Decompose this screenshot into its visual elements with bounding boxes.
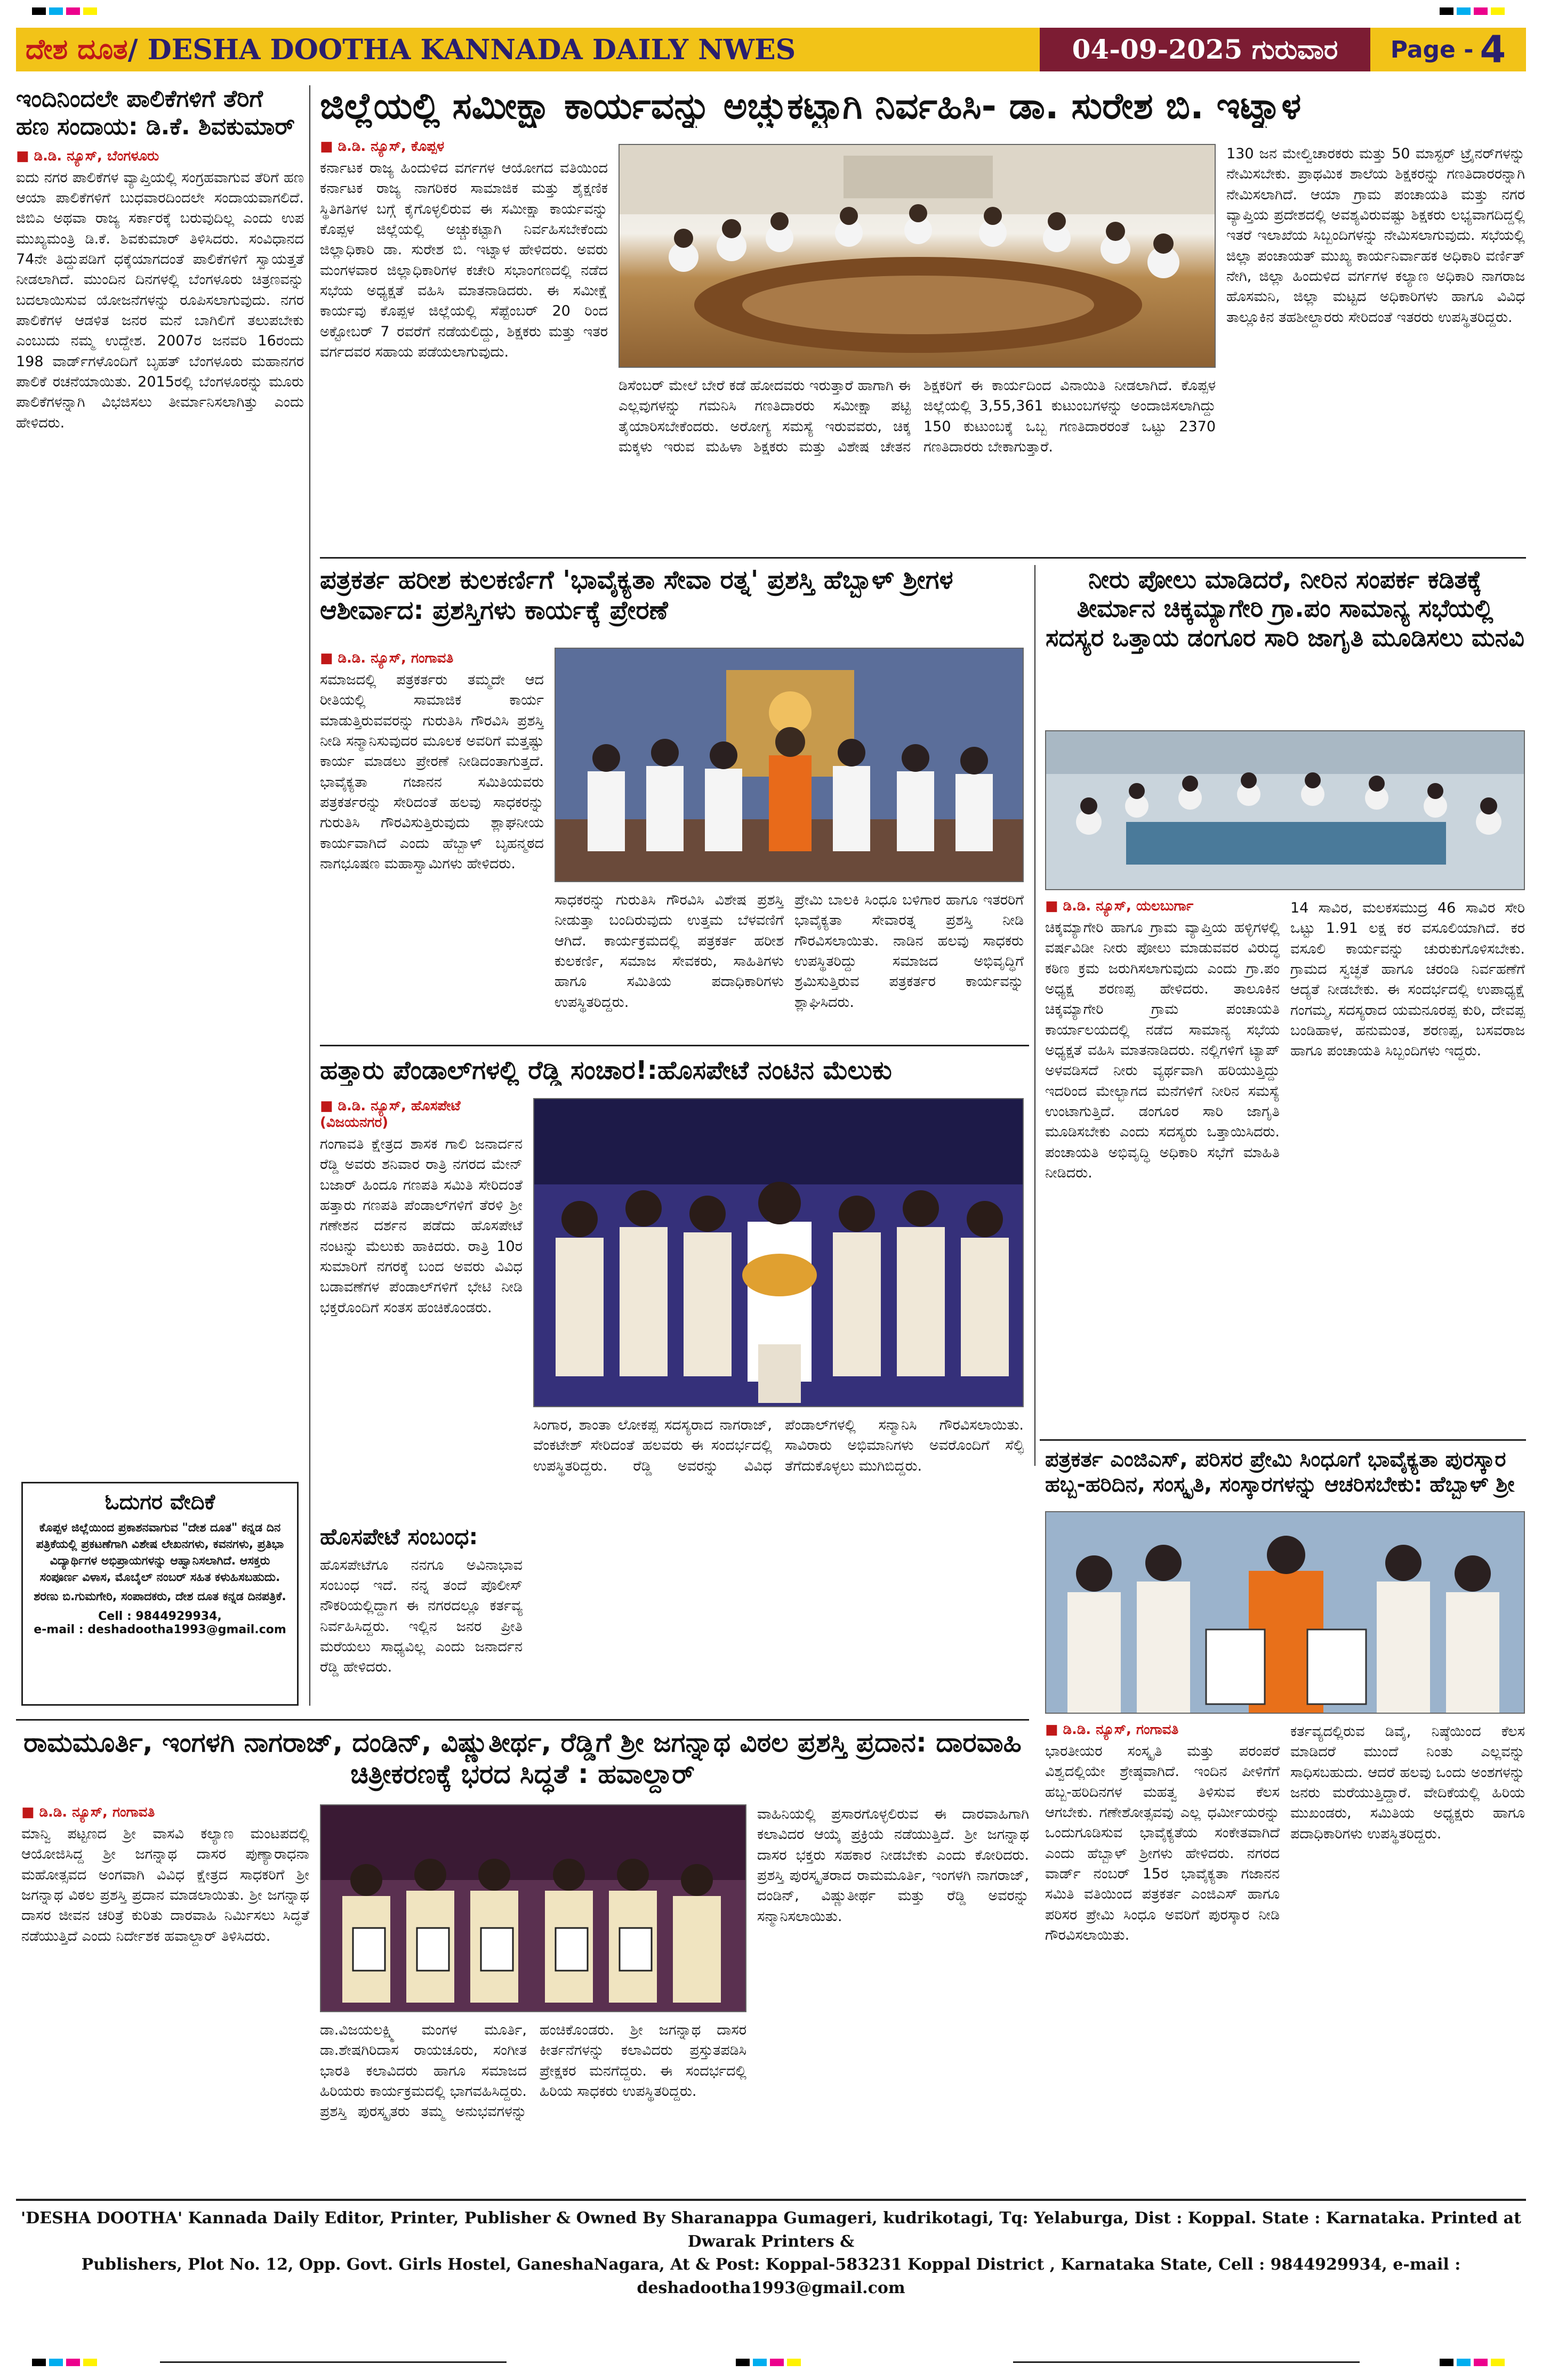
journalist-story-left [320, 650, 544, 986]
rule-above-bottom-story [16, 1719, 1029, 1721]
meeting-photo [619, 144, 1216, 368]
pendal-story-headline: ಹತ್ತಾರು ಪೆಂಡಾಲ್‌ಗಳಲ್ಲಿ ರೆಡ್ಡಿ ಸಂಚಾರ!:ಹೊಸಪೇಟೆ ನಂಟಿನ ಮೆಲುಕು [320, 1055, 892, 1085]
jagannatha-award-photo-illustration [321, 1805, 746, 2012]
imprint-line-2: Publishers, Plot No. 12, Opp. Govt. Girls Hostel, GaneshaNagara, At & Post: Koppal-583231 Koppal District , Karnataka State, Cell : 9844929934, e-mail : deshadootha1993@gmail.com [81, 2255, 1461, 2297]
page-indicator [1370, 28, 1526, 71]
bottom-story-byline: ■ ಡಿ.ಡಿ. ನ್ಯೂಸ್, ಗಂಗಾವತಿ [21, 1804, 155, 1820]
top-story-body-right: 130 ಜನ ಮೇಲ್ವಿಚಾರಕರು ಮತ್ತು 50 ಮಾಸ್ಟರ್ ಟ್ರೈನರ್‌ಗಳನ್ನು ನೇಮಿಸಬೇಕು. ಪ್ರಾಥಮಿಕ ಶಾಲೆಯ ಶಿಕ್ಷಕರನ್ನು ಗಣತಿದಾರರನ್ನಾಗಿ ನೇಮಿಸಲಾಗಿದೆ. ಆಯಾ ಗ್ರಾಮ ಪಂಚಾಯತಿ ಮತ್ತು ನಗರ ವ್ಯಾಪ್ತಿಯ ಪ್ರದೇಶದಲ್ಲಿ ಅವಶ್ಯವಿರುವಷ್ಟು ಶಿಕ್ಷಕರು ಲಭ್ಯವಾಗದಿದ್ದಲ್ಲಿ ಇತರೆ ಇಲಾಖೆಯ ಸಿಬ್ಬಂದಿಗಳನ್ನು ನೇಮಿಸಲಾಗುವುದು. ಸಭೆಯಲ್ಲಿ ಜಿಲ್ಲಾ ಪಂಚಾಯತ್ ಮುಖ್ಯ ಕಾರ್ಯನಿರ್ವಾಹಕ ಅಧಿಕಾರಿ ವರ್ಣಿತ್ ನೇಗಿ, ಜಿಲ್ಲಾ ಹಿಂದುಳಿದ ವರ್ಗಗಳ ಕಲ್ಯಾಣ ಅಧಿಕಾರಿ ನಾಗರಾಜ ಹೊಸಮನಿ, ಜಿಲ್ಲಾ ಮಟ್ಟದ ಅಧಿಕಾರಿಗಳು ಹಾಗೂ ವಿವಿಧ ತಾಲ್ಲೂಕಿನ ತಹಶೀಲ್ದಾರರು ಸೇರಿದಂತೆ ಇತರರು ಉಪಸ್ಥಿತರಿದ್ದರು. [1226, 146, 1525, 326]
print-marks-bottom-left [32, 2359, 97, 2366]
water-story-headline: ನೀರು ಪೋಲು ಮಾಡಿದರೆ, ನೀರಿನ ಸಂಪರ್ಕ ಕಡಿತಕ್ಕೆ ತೀರ್ಮಾನ ಚಿಕ್ಕಮ್ಯಾಗೇರಿ ಗ್ರಾ.ಪಂ ಸಾಮಾನ್ಯ ಸಭೆಯಲ್ಲಿ ಸದಸ್ಯರ ಒತ್ತಾಯ ಡಂಗೂರ ಸಾರಿ ಜಾಗೃತಿ ಮೂಡಿಸಲು ಮನವಿ [1046, 565, 1524, 652]
water-story-left [1045, 898, 1280, 1431]
bottom-story-body-left: ಮಾನ್ವಿ ಪಟ್ಟಣದ ಶ್ರೀ ವಾಸವಿ ಕಲ್ಯಾಣ ಮಂಟಪದಲ್ಲಿ ಆಯೋಜಿಸಿದ್ದ ಶ್ರೀ ಜಗನ್ನಾಥ ದಾಸರ ಪುಣ್ಯಾರಾಧನಾ ಮಹೋತ್ಸವದ ಅಂಗವಾಗಿ ವಿವಿಧ ಕ್ಷೇತ್ರದ ಸಾಧಕರಿಗೆ ಶ್ರೀ ಜಗನ್ನಾಥ ವಿಠಲ ಪ್ರಶಸ್ತಿ ಪ್ರದಾನ ಮಾಡಲಾಯಿತು. ಶ್ರೀ ಜಗನ್ನಾಥ ದಾಸರ ಜೀವನ ಚರಿತ್ರೆ ಕುರಿತು ದಾರವಾಹಿ ನಿರ್ಮಿಸಲು ಸಿದ್ಧತೆ ನಡೆಯುತ್ತಿದೆ ಎಂದು ನಿರ್ದೇಶಕ ಹವಾಲ್ದಾರ್ ತಿಳಿಸಿದರು. [21, 1826, 309, 1945]
bottom-story-body-right: ವಾಹಿನಿಯಲ್ಲಿ ಪ್ರಸಾರಗೊಳ್ಳಲಿರುವ ಈ ದಾರವಾಹಿಗಾಗಿ ಕಲಾವಿದರ ಆಯ್ಕೆ ಪ್ರಕ್ರಿಯೆ ನಡೆಯುತ್ತಿದೆ. ಶ್ರೀ ಜಗನ್ನಾಥ ದಾಸರ ಭಕ್ತರು ಸಹಕಾರ ನೀಡಬೇಕು ಎಂದು ಕೋರಿದರು. ಪ್ರಶಸ್ತಿ ಪುರಸ್ಕೃತರಾದ ರಾಮಮೂರ್ತಿ, ಇಂಗಳಗಿ ನಾಗರಾಜ್, ದಂಡಿನ್, ವಿಷ್ಣುತೀರ್ಥ ಮತ್ತು ರೆಡ್ಡಿ ಅವರನ್ನು ಸನ್ಮಾನಿಸಲಾಯಿತು. [757, 1806, 1029, 1925]
pendal-photo-illustration [534, 1099, 1024, 1407]
water-story-byline: ■ ಡಿ.ಡಿ. ನ್ಯೂಸ್, ಯಲಬುರ್ಗಾ [1045, 898, 1194, 914]
award-story-left [1045, 1722, 1280, 2191]
left-story-byline: ■ ಡಿ.ಡಿ. ನ್ಯೂಸ್, ಬೆಂಗಳೂರು [16, 148, 159, 164]
print-line-bottom-2 [1013, 2361, 1360, 2363]
column-rule [1034, 565, 1035, 1466]
rule-under-water-story [1040, 1439, 1526, 1441]
masthead-title [16, 28, 1040, 71]
journalist-story-body-below: ಸಾಧಕರನ್ನು ಗುರುತಿಸಿ ಗೌರವಿಸಿ ವಿಶೇಷ ಪ್ರಶಸ್ತಿ ನೀಡುತ್ತಾ ಬಂದಿರುವುದು ಉತ್ತಮ ಬೆಳವಣಿಗೆ ಆಗಿದೆ. ಕಾರ್ಯಕ್ರಮದಲ್ಲಿ ಪತ್ರಕರ್ತ ಹರೀಶ ಕುಲಕರ್ಣಿ, ಸಮಾಜ ಸೇವಕರು, ಸಾಹಿತಿಗಳು ಹಾಗೂ ಸಮಿತಿಯ ಪದಾಧಿಕಾರಿಗಳು ಉಪಸ್ಥಿತರಿದ್ದರು. [555, 892, 784, 1011]
pendal-story-body-right: ಸಿಂಗಾರ, ಶಾಂತಾ ಲೋಕಪ್ಪ ಸದಸ್ಯರಾದ ನಾಗರಾಜ್, ವೆಂಕಟೇಶ್ ಸೇರಿದಂತೆ ಹಲವರು ಈ ಸಂದರ್ಭದಲ್ಲಿ ಉಪಸ್ಥಿತರಿದ್ದರು. ರೆಡ್ಡಿ ಅವರನ್ನು ವಿವಿಧ ಪೆಂಡಾಲ್‌ಗಳಲ್ಲಿ ಸನ್ಮಾನಿಸಿ ಗೌರವಿಸಲಾಯಿತು. ಸಾವಿರಾರು ಅಭಿಮಾನಿಗಳು ಅವರೊಂದಿಗೆ ಸೆಲ್ಫಿ ತೆಗೆದುಕೊಳ್ಳಲು ಮುಗಿಬಿದ್ದರು. [533, 1417, 1024, 1474]
journalist-story-body-below-2: ಪ್ರೇಮಿ ಬಾಲಕಿ ಸಿಂಧೂ ಬಳಿಗಾರ ಹಾಗೂ ಇತರರಿಗೆ ಭಾವೈಕ್ಯತಾ ಸೇವಾರತ್ನ ಪ್ರಶಸ್ತಿ ನೀಡಿ ಗೌರವಿಸಲಾಯಿತು. ನಾಡಿನ ಹಲವು ಸಾಧಕರು ಉಪಸ್ಥಿತರಿದ್ದು ಸಮಾಜದ ಅಭಿವೃದ್ಧಿಗೆ ಶ್ರಮಿಸುತ್ತಿರುವ ಪತ್ರಕರ್ತರ ಕಾರ್ಯವನ್ನು ಶ್ಲಾಘಿಸಿದರು. [794, 892, 1024, 1011]
pendal-photo [533, 1098, 1024, 1407]
left-story-body: ಐದು ನಗರ ಪಾಲಿಕೆಗಳ ವ್ಯಾಪ್ತಿಯಲ್ಲಿ ಸಂಗ್ರಹವಾಗುವ ತೆರಿಗೆ ಹಣ ಆಯಾ ಪಾಲಿಕೆಗಳಿಗೆ ಬುಧವಾರದಿಂದಲೇ ಸಂದಾಯವಾಗಲಿದೆ. ಜಿಬಿಎ ಅಥವಾ ರಾಜ್ಯ ಸರ್ಕಾರಕ್ಕೆ ಬರುವುದಿಲ್ಲ ಎಂದು ಉಪ ಮುಖ್ಯಮಂತ್ರಿ ಡಿ.ಕೆ. ಶಿವಕುಮಾರ್ ತಿಳಿಸಿದರು. ಸಂವಿಧಾನದ 74ನೇ ತಿದ್ದುಪಡಿಗೆ ಧಕ್ಕೆಯಾಗದಂತೆ ಪಾಲಿಕೆಗಳಿಗೆ ಸ್ವಾಯತ್ತತೆ ನೀಡಲಾಗಿದೆ. ಮುಂದಿನ ದಿನಗಳಲ್ಲಿ ಬೆಂಗಳೂರು ಚಿತ್ರಣವನ್ನು ಬದಲಾಯಿಸುವ ಯೋಜನೆಗಳನ್ನು ರೂಪಿಸಲಾಗುವುದು. ನಗರ ಪಾಲಿಕೆಗಳ ಆಡಳಿತ ಜನರ ಮನೆ ಬಾಗಿಲಿಗೆ ತಲುಪಬೇಕು ಎಂಬುದು ನಮ್ಮ ಉದ್ದೇಶ. 2007ರ ಜನವರಿ 16ರಂದು 198 ವಾರ್ಡ್‌ಗಳೊಂದಿಗೆ ಬೃಹತ್ ಬೆಂಗಳೂರು ಮಹಾನಗರ ಪಾಲಿಕೆ ರಚನೆಯಾಯಿತು. 2015ರಲ್ಲಿ ಬೆಂಗಳೂರನ್ನು ಮೂರು ಪಾಲಿಕೆಗಳನ್ನಾಗಿ ವಿಭಜಿಸಲು ತೀರ್ಮಾನಿಸಲಾಗಿತ್ತು ಎಂದು ಹೇಳಿದರು. [16, 169, 304, 431]
rule-under-top-story [320, 557, 1526, 559]
page-number: 4 [1480, 28, 1506, 71]
water-story-body-left: ಚಿಕ್ಕಮ್ಯಾಗೇರಿ ಹಾಗೂ ಗ್ರಾಮ ವ್ಯಾಪ್ತಿಯ ಹಳ್ಳಿಗಳಲ್ಲಿ ವರ್ಷವಿಡೀ ನೀರು ಪೋಲು ಮಾಡುವವರ ವಿರುದ್ಧ ಕಠಿಣ ಕ್ರಮ ಜರುಗಿಸಲಾಗುವುದು ಎಂದು ಗ್ರಾ.ಪಂ ಅಧ್ಯಕ್ಷ ಶರಣಪ್ಪ ಹೇಳಿದರು. ತಾಲೂಕಿನ ಚಿಕ್ಕಮ್ಯಾಗೇರಿ ಗ್ರಾಮ ಪಂಚಾಯತಿ ಕಾರ್ಯಾಲಯದಲ್ಲಿ ನಡೆದ ಸಾಮಾನ್ಯ ಸಭೆಯ ಅಧ್ಯಕ್ಷತೆ ವಹಿಸಿ ಮಾತನಾಡಿದರು. ನಲ್ಲಿಗಳಿಗೆ ಟ್ಯಾಪ್ ಅಳವಡಿಸದೆ ನೀರು ವ್ಯರ್ಥವಾಗಿ ಹರಿಯುತ್ತಿದ್ದು ಇದರಿಂದ ಮೇಲ್ಭಾಗದ ಮನೆಗಳಿಗೆ ನೀರಿನ ಸಮಸ್ಯೆ ಉಂಟಾಗುತ್ತಿದೆ. ಡಂಗೂರ ಸಾರಿ ಜಾಗೃತಿ ಮೂಡಿಸಬೇಕು ಎಂದು ಸದಸ್ಯರು ಒತ್ತಾಯಿಸಿದರು. ಪಂಚಾಯತಿ ಅಭಿವೃದ್ಧಿ ಅಧಿಕಾರಿ ಸಭೆಗೆ ಮಾಹಿತಿ ನೀಡಿದರು. [1045, 919, 1280, 1181]
water-meeting-photo [1045, 730, 1525, 890]
print-marks-bottom-right [1440, 2359, 1505, 2366]
jagannatha-award-photo [320, 1804, 746, 2012]
pendal-story-sub-body: ಹೊಸಪೇಟೆಗೂ ನನಗೂ ಅವಿನಾಭಾವ ಸಂಬಂಧ ಇದೆ. ನನ್ನ ತಂದೆ ಪೊಲೀಸ್ ನೌಕರಿಯಲ್ಲಿದ್ದಾಗ ಈ ನಗರದಲ್ಲೂ ಕರ್ತವ್ಯ ನಿರ್ವಹಿಸಿದ್ದರು. ಇಲ್ಲಿನ ಜನರ ಪ್ರೀತಿ ಮರೆಯಲು ಸಾಧ್ಯವಿಲ್ಲ ಎಂದು ಜನಾರ್ದನ ರೆಡ್ಡಿ ಹೇಳಿದರು. [320, 1556, 523, 1676]
meeting-photo-illustration [620, 145, 1216, 368]
column-rule [309, 85, 310, 1706]
readers-forum-title: ಓದುಗರ ವೇದಿಕೆ [105, 1490, 215, 1514]
top-story-body-left: ಕರ್ನಾಟಕ ರಾಜ್ಯ ಹಿಂದುಳಿದ ವರ್ಗಗಳ ಆಯೋಗದ ವತಿಯಿಂದ ಕರ್ನಾಟಕ ರಾಜ್ಯ ನಾಗರಿಕರ ಸಾಮಾಜಿಕ ಮತ್ತು ಶೈಕ್ಷಣಿಕ ಸ್ಥಿತಿಗತಿಗಳ ಬಗ್ಗೆ ಕೈಗೊಳ್ಳಲಿರುವ ಈ ಸಮೀಕ್ಷಾ ಕಾರ್ಯವನ್ನು ಕೊಪ್ಪಳ ಜಿಲ್ಲೆಯಲ್ಲಿ ಅಚ್ಚುಕಟ್ಟಾಗಿ ನಿರ್ವಹಿಸಬೇಕೆಂದು ಜಿಲ್ಲಾಧಿಕಾರಿ ಡಾ. ಸುರೇಶ ಬಿ. ಇಟ್ನಾಳ ಹೇಳಿದರು. ಅವರು ಮಂಗಳವಾರ ಜಿಲ್ಲಾಧಿಕಾರಿಗಳ ಕಚೇರಿ ಸಭಾಂಗಣದಲ್ಲಿ ನಡೆದ ಸಭೆಯ ಅಧ್ಯಕ್ಷತೆ ವಹಿಸಿ ಮಾತನಾಡಿದರು. ಈ ಸಮೀಕ್ಷೆ ಕಾರ್ಯವು ಕೊಪ್ಪಳ ಜಿಲ್ಲೆಯಲ್ಲಿ ಸೆಪ್ಟೆಂಬರ್ 20 ರಿಂದ ಅಕ್ಟೋಬರ್ 7 ರವರೆಗೆ ನಡೆಯಲಿದ್ದು, ಶಿಕ್ಷಕರು ಮತ್ತು ಇತರ ವರ್ಗದವರ ಸಹಾಯ ಪಡೆಯಲಾಗುವುದು. [320, 160, 608, 360]
masthead-kannada-name: ದೇಶ ದೂತ [26, 33, 128, 66]
pendal-story-body-left: ಗಂಗಾವತಿ ಕ್ಷೇತ್ರದ ಶಾಸಕ ಗಾಲಿ ಜನಾರ್ದನ ರೆಡ್ಡಿ ಅವರು ಶನಿವಾರ ರಾತ್ರಿ ನಗರದ ಮೇನ್ ಬಜಾರ್ ಹಿಂದೂ ಗಣಪತಿ ಸಮಿತಿ ಸೇರಿದಂತೆ ಹತ್ತಾರು ಗಣಪತಿ ಪೆಂಡಾಲ್‌ಗಳಿಗೆ ತೆರಳಿ ಶ್ರೀ ಗಣೇಶನ ದರ್ಶನ ಪಡೆದು ಹೊಸಪೇಟೆ ನಂಟನ್ನು ಮೆಲುಕು ಹಾಕಿದರು. ರಾತ್ರಿ 10ರ ಸುಮಾರಿಗೆ ನಗರಕ್ಕೆ ಬಂದ ಅವರು ವಿವಿಧ ಬಡಾವಣೆಗಳ ಪೆಂಡಾಲ್‌ಗಳಿಗೆ ಭೇಟಿ ನೀಡಿ ಭಕ್ತರೊಂದಿಗೆ ಸಂತಸ ಹಂಚಿಕೊಂಡರು. [320, 1136, 523, 1316]
rule-under-journalist-story [320, 1045, 1029, 1046]
readers-forum-cell: Cell : 9844929934, [98, 1610, 222, 1624]
award-ceremony-photo-illustration [1046, 1512, 1525, 1714]
award-ceremony-photo [1045, 1511, 1525, 1714]
masthead-date: 04-09-2025 ಗುರುವಾರ [1040, 28, 1370, 71]
top-story-byline: ■ ಡಿ.ಡಿ. ನ್ಯೂಸ್, ಕೊಪ್ಪಳ [320, 139, 445, 155]
footer-rule [16, 2199, 1526, 2201]
print-marks-top [32, 7, 97, 15]
print-line-bottom [160, 2361, 507, 2363]
journalist-story-headline: ಪತ್ರಕರ್ತ ಹರೀಶ ಕುಲಕರ್ಣಿಗೆ 'ಭಾವೈಕ್ಯತಾ ಸೇವಾ ರತ್ನ' ಪ್ರಶಸ್ತಿ ಹೆಬ್ಬಾಳ್ ಶ್ರೀಗಳ ಆಶೀರ್ವಾದ: ಪ್ರಶಸ್ತಿಗಳು ಕಾರ್ಯಕ್ಕೆ ಪ್ರೇರಣೆ [320, 565, 953, 625]
left-story [16, 85, 304, 1450]
top-story-left-column [320, 139, 608, 554]
pendal-story-subheadline: ಹೊಸಪೇಟೆ ಸಂಬಂಧ: [320, 1523, 478, 1550]
print-marks-bottom-center [736, 2359, 801, 2366]
imprint-footer [16, 2207, 1526, 2300]
print-marks-top-right [1440, 7, 1505, 15]
page-label: Page - [1390, 36, 1474, 63]
bottom-story-left [21, 1804, 309, 2188]
water-story-body-right: 14 ಸಾವಿರ, ಮಲಕಸಮುದ್ರ 46 ಸಾವಿರ ಸೇರಿ ಒಟ್ಟು 1.91 ಲಕ್ಷ ಕರ ವಸೂಲಿಯಾಗಿದೆ. ಕರ ವಸೂಲಿ ಕಾರ್ಯವನ್ನು ಚುರುಕುಗೊಳಿಸಬೇಕು. ಗ್ರಾಮದ ಸ್ವಚ್ಛತೆ ಹಾಗೂ ಚರಂಡಿ ನಿರ್ವಹಣೆಗೆ ಆದ್ಯತೆ ನೀಡಬೇಕು. ಈ ಸಂದರ್ಭದಲ್ಲಿ ಉಪಾಧ್ಯಕ್ಷೆ ಗಂಗಮ್ಮ, ಸದಸ್ಯರಾದ ಯಮನೂರಪ್ಪ ಕುರಿ, ದೇವಪ್ಪ ಬಂಡಿಹಾಳ, ಹನುಮಂತ, ಶರಣಪ್ಪ, ಬಸವರಾಜ ಹಾಗೂ ಪಂಚಾಯತಿ ಸಿಬ್ಬಂದಿಗಳು ಇದ್ದರು. [1290, 900, 1525, 1060]
journalist-award-photo-illustration [556, 649, 1024, 882]
imprint-line-1: 'DESHA DOOTHA' Kannada Daily Editor, Printer, Publisher & Owned By Sharanappa Gumageri, kudrikotagi, Tq: Yelaburga, Dist : Koppal. State : Karnataka. Printed at Dwarak Printers & [21, 2209, 1521, 2251]
award-story-byline: ■ ಡಿ.ಡಿ. ನ್ಯೂಸ್, ಗಂಗಾವತಿ [1045, 1722, 1179, 1738]
pendal-story-byline: ■ ಡಿ.ಡಿ. ನ್ಯೂಸ್, ಹೊಸಪೇಟೆ (ವಿಜಯನಗರ) [320, 1098, 461, 1131]
water-meeting-photo-illustration [1046, 731, 1525, 890]
readers-forum-text: ಕೊಪ್ಪಳ ಜಿಲ್ಲೆಯಿಂದ ಪ್ರಕಾಶನವಾಗುವ "ದೇಶ ದೂತ" ಕನ್ನಡ ದಿನ ಪತ್ರಿಕೆಯಲ್ಲಿ ಪ್ರಕಟಣೆಗಾಗಿ ವಿಶೇಷ ಲೇಖನಗಳು, ಕವನಗಳು, ಪ್ರತಿಭಾ ವಿದ್ಯಾರ್ಥಿಗಳ ಅಭಿಪ್ರಾಯಗಳನ್ನು ಆಹ್ವಾನಿಸಲಾಗಿದೆ. ಆಸಕ್ತರು ಸಂಪೂರ್ಣ ವಿಳಾಸ, ಮೊಬೈಲ್ ನಂಬರ್ ಸಹಿತ ಕಳುಹಿಸಬಹುದು. [36, 1521, 284, 1584]
readers-forum-email: e-mail : deshadootha1993@gmail.com [34, 1623, 286, 1637]
award-story-body-right: ಕರ್ತವ್ಯದಲ್ಲಿರುವ ಡಿವೈ, ನಿಷ್ಠೆಯಿಂದ ಕೆಲಸ ಮಾಡಿದರೆ ಮುಂದೆ ನಿಂತು ಎಲ್ಲವನ್ನು ಸಾಧಿಸಬಹುದು. ಆದರೆ ಹಲವು ಒಂದು ಅಂಶಗಳನ್ನು ಜನರು ಮರೆಯುತ್ತಿದ್ದಾರೆ. ವೇದಿಕೆಯಲ್ಲಿ ಹಿರಿಯ ಮುಖಂಡರು, ಸಮಿತಿಯ ಅಧ್ಯಕ್ಷರು ಹಾಗೂ ಪದಾಧಿಕಾರಿಗಳು ಉಪಸ್ಥಿತರಿದ್ದರು. [1290, 1723, 1525, 1842]
left-story-headline: ಇಂದಿನಿಂದಲೇ ಪಾಲಿಕೆಗಳಿಗೆ ತೆರಿಗೆ ಹಣ ಸಂದಾಯ: ಡಿ.ಕೆ. ಶಿವಕುಮಾರ್ [16, 85, 295, 140]
journalist-story-body-left: ಸಮಾಜದಲ್ಲಿ ಪತ್ರಕರ್ತರು ತಮ್ಮದೇ ಆದ ರೀತಿಯಲ್ಲಿ ಸಾಮಾಜಿಕ ಕಾರ್ಯ ಮಾಡುತ್ತಿರುವವರನ್ನು ಗುರುತಿಸಿ ಗೌರವಿಸಿ ಪ್ರಶಸ್ತಿ ನೀಡಿ ಸನ್ಮಾನಿಸುವುದರ ಮೂಲಕ ಅವರಿಗೆ ಮತ್ತಷ್ಟು ಕಾರ್ಯ ಮಾಡಲು ಪ್ರೇರಣೆ ನೀಡಿದಂತಾಗುತ್ತದೆ. ಭಾವೈಕ್ಯತಾ ಗಜಾನನ ಸಮಿತಿಯವರು ಪತ್ರಕರ್ತರನ್ನು ಸೇರಿದಂತೆ ಹಲವು ಸಾಧಕರನ್ನು ಗುರುತಿಸಿ ಗೌರವಿಸುತ್ತಿರುವುದು ಶ್ಲಾಘನೀಯ ಕಾರ್ಯವಾಗಿದೆ ಎಂದು ಹೆಬ್ಬಾಳ್ ಬೃಹನ್ಮಠದ ನಾಗಭೂಷಣ ಮಹಾಸ್ವಾಮಿಗಳು ಹೇಳಿದರು. [320, 672, 544, 872]
masthead [16, 28, 1526, 71]
top-story-body-below-photo: ಡಿಸೆಂಬರ್ ಮೇಲೆ ಬೇರೆ ಕಡೆ ಹೋದವರು ಇರುತ್ತಾರೆ ಹಾಗಾಗಿ ಈ ಎಲ್ಲವುಗಳನ್ನು ಗಮನಿಸಿ ಗಣತಿದಾರರು ಸಮೀಕ್ಷಾ ಪಟ್ಟಿ ತೈಯಾರಿಸಬೇಕೆಂದರು. ಅರೋಗ್ಯ ಸಮಸ್ಯೆ ಇರುವವರು, ಚಿಕ್ಕ ಮಕ್ಕಳು ಇರುವ ಮಹಿಳಾ ಶಿಕ್ಷಕರು ಮತ್ತು ವಿಶೇಷ ಚೇತನ ಶಿಕ್ಷಕರಿಗೆ ಈ ಕಾರ್ಯದಿಂದ ವಿನಾಯಿತಿ ನೀಡಲಾಗಿದೆ. ಕೊಪ್ಪಳ ಜಿಲ್ಲೆಯಲ್ಲಿ 3,55,361 ಕುಟುಂಬಗಳನ್ನು ಅಂದಾಜಿಸಲಾಗಿದ್ದು 150 ಕುಟುಂಬಕ್ಕೆ ಒಬ್ಬ ಗಣತಿದಾರರಂತೆ ಒಟ್ಟು 2370 ಗಣತಿದಾರರು ಬೇಕಾಗುತ್ತಾರೆ. [619, 377, 1216, 455]
award-story-body: ಭಾರತೀಯರ ಸಂಸ್ಕೃತಿ ಮತ್ತು ಪರಂಪರೆ ವಿಶ್ವದಲ್ಲಿಯೇ ಶ್ರೇಷ್ಠವಾಗಿದೆ. ಇಂದಿನ ಪೀಳಿಗೆಗೆ ಹಬ್ಬ-ಹರಿದಿನಗಳ ಮಹತ್ವ ತಿಳಿಸುವ ಕೆಲಸ ಆಗಬೇಕು. ಗಣೇಶೋತ್ಸವವು ಎಲ್ಲ ಧರ್ಮೀಯರನ್ನು ಒಂದುಗೂಡಿಸುವ ಭಾವೈಕ್ಯತೆಯ ಸಂಕೇತವಾಗಿದೆ ಎಂದು ಹೆಬ್ಬಾಳ್ ಶ್ರೀಗಳು ಹೇಳಿದರು. ನಗರದ ವಾರ್ಡ್ ನಂಬರ್ 15ರ ಭಾವೈಕ್ಯತಾ ಗಜಾನನ ಸಮಿತಿ ವತಿಯಿಂದ ಪತ್ರಕರ್ತ ಎಂಜಿಎಸ್ ಹಾಗೂ ಪರಿಸರ ಪ್ರೇಮಿ ಸಿಂಧೂ ಅವರಿಗೆ ಪುರಸ್ಕಾರ ನೀಡಿ ಗೌರವಿಸಲಾಯಿತು. [1045, 1743, 1280, 1943]
bottom-story-body-mid: ಡಾ.ವಿಜಯಲಕ್ಷ್ಮಿ ಮಂಗಳ ಮೂರ್ತಿ, ಡಾ.ಶೇಷಗಿರಿದಾಸ ರಾಯಚೂರು, ಸಂಗೀತ ಭಾರತಿ ಕಲಾವಿದರು ಹಾಗೂ ಸಮಾಜದ ಹಿರಿಯರು ಕಾರ್ಯಕ್ರಮದಲ್ಲಿ ಭಾಗವಹಿಸಿದ್ದರು. ಪ್ರಶಸ್ತಿ ಪುರಸ್ಕೃತರು ತಮ್ಮ ಅನುಭವಗಳನ್ನು ಹಂಚಿಕೊಂಡರು. ಶ್ರೀ ಜಗನ್ನಾಥ ದಾಸರ ಕೀರ್ತನೆಗಳನ್ನು ಕಲಾವಿದರು ಪ್ರಸ್ತುತಪಡಿಸಿ ಪ್ರೇಕ್ಷಕರ ಮನಗೆದ್ದರು. ಈ ಸಂದರ್ಭದಲ್ಲಿ ಹಿರಿಯ ಸಾಧಕರು ಉಪಸ್ಥಿತರಿದ್ದರು. [320, 2022, 746, 2120]
readers-forum-box [21, 1482, 299, 1706]
pendal-story-left [320, 1098, 523, 1716]
bottom-story-headline: ರಾಮಮೂರ್ತಿ, ಇಂಗಳಗಿ ನಾಗರಾಜ್, ದಂಡಿನ್, ವಿಷ್ಣುತೀರ್ಥ, ರೆಡ್ಡಿಗೆ ಶ್ರೀ ಜಗನ್ನಾಥ ವಿಠಲ ಪ್ರಶಸ್ತಿ ಪ್ರದಾನ: ದಾರವಾಹಿ ಚಿತ್ರೀಕರಣಕ್ಕೆ ಭರದ ಸಿದ್ಧತೆ : ಹವಾಲ್ದಾರ್ [23, 1727, 1022, 1789]
top-story-headline: ಜಿಲ್ಲೆಯಲ್ಲಿ ಸಮೀಕ್ಷಾ ಕಾರ್ಯವನ್ನು ಅಚ್ಚುಕಟ್ಟಾಗಿ ನಿರ್ವಹಿಸಿ- ಡಾ. ಸುರೇಶ ಬಿ. ಇಟ್ನಾಳ [320, 85, 1302, 127]
journalist-story-byline: ■ ಡಿ.ಡಿ. ನ್ಯೂಸ್, ಗಂಗಾವತಿ [320, 650, 454, 666]
journalist-award-photo [555, 648, 1024, 882]
masthead-english-name: / DESHA DOOTHA KANNADA DAILY NWES [127, 33, 796, 66]
readers-forum-signature: ಶರಣು ಬಿ.ಗುಮಗೇರಿ, ಸಂಪಾದಕರು, ದೇಶ ದೂತ ಕನ್ನಡ ದಿನಪತ್ರಿಕೆ. [34, 1590, 286, 1604]
award-story-headline: ಪತ್ರಕರ್ತ ಎಂಜಿಎಸ್, ಪರಿಸರ ಪ್ರೇಮಿ ಸಿಂಧೂಗೆ ಭಾವೈಕ್ಯತಾ ಪುರಸ್ಕಾರ ಹಬ್ಬ-ಹರಿದಿನ, ಸಂಸ್ಕೃತಿ, ಸಂಸ್ಕಾರಗಳನ್ನು ಆಚರಿಸಬೇಕು: ಹೆಬ್ಬಾಳ್ ಶ್ರೀ [1045, 1447, 1515, 1497]
